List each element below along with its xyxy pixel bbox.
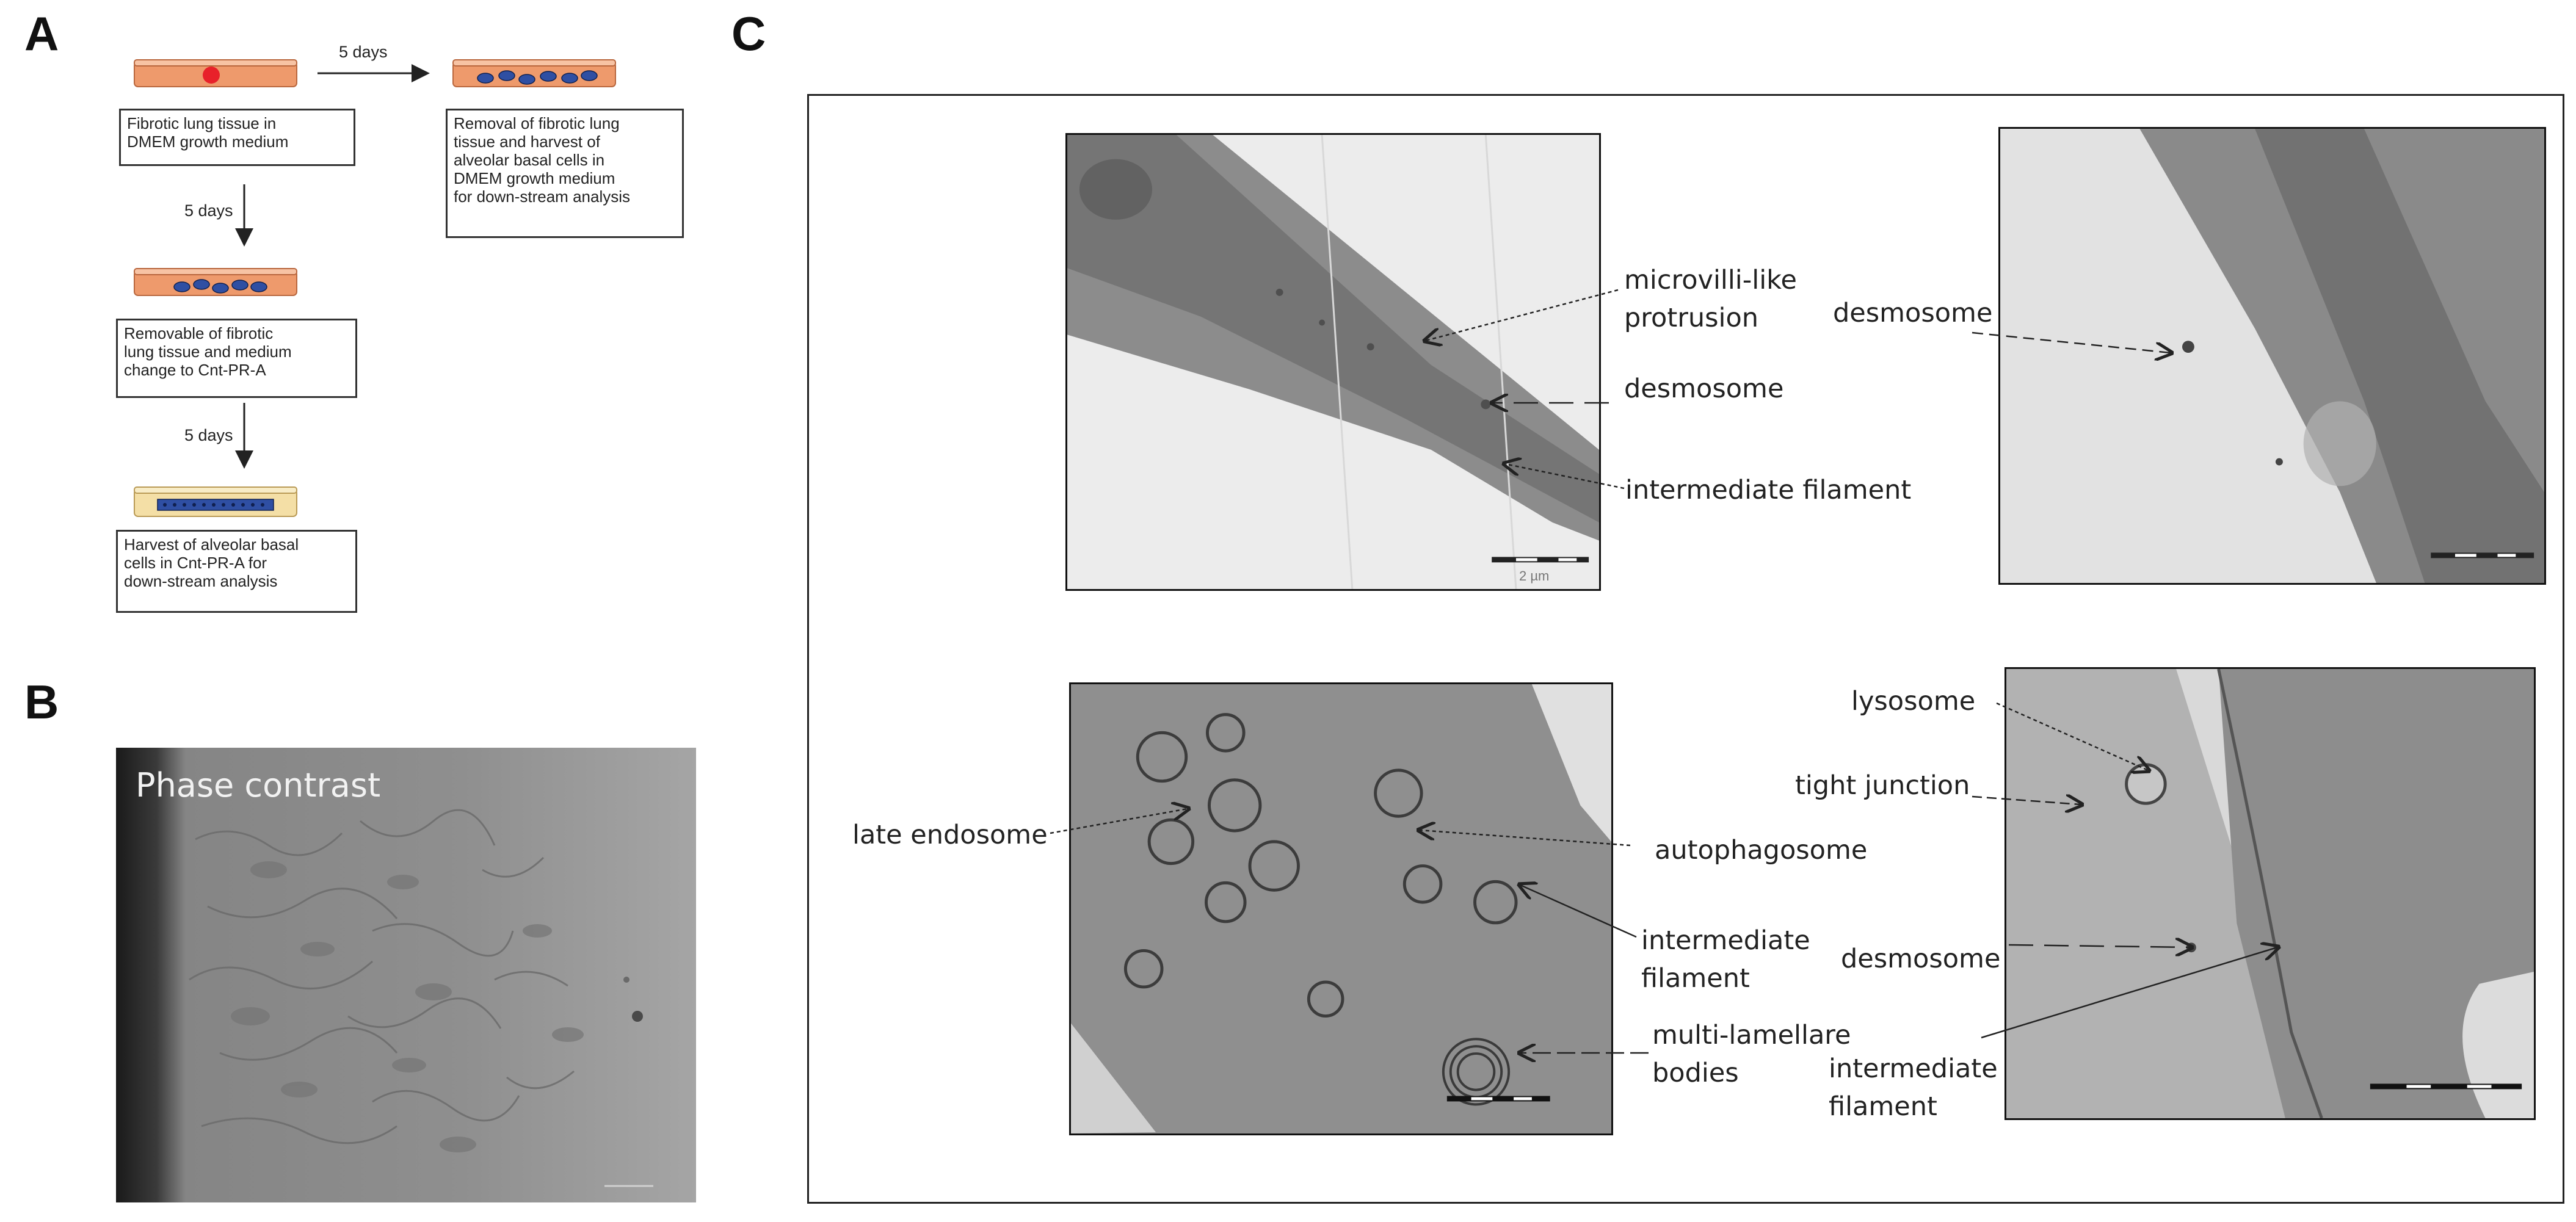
callout-desmosome-4: desmosome [1841,944,2001,974]
phase-contrast-label: Phase contrast [136,766,381,804]
step1-box: Fibrotic lung tissue in DMEM growth medium [119,109,355,166]
callout-desmosome-2: desmosome [1833,298,1993,328]
panel-b-letter: B [24,675,59,729]
callout-lysosome: lysosome [1851,686,1976,717]
arrow-right-label: 5 days [339,43,388,61]
callout-tight-junction: tight junction [1795,770,1970,801]
step4-box: Harvest of alveolar basal cells in Cnt-PR-A for down-stream analysis [116,530,357,613]
arrow-down-2-label: 5 days [184,426,233,444]
callout-autophagosome: autophagosome [1655,835,1868,866]
step3-box: Removable of fibrotic lung tissue and medium change to Cnt-PR-A [116,319,357,398]
scale-label-1: 2 µm [1519,568,1550,584]
arrow-down-1-label: 5 days [184,201,233,220]
step2-box: Removal of fibrotic lung tissue and harvest of alveolar basal cells in DMEM growth medium for down-stream analysis [446,109,684,238]
panel-c-letter: C [731,7,766,60]
callout-intermediate-filament-1: intermediate filament [1625,475,1912,505]
callout-microvilli: microvilli-like protrusion [1624,265,1797,333]
callout-intermediate-filament-3: intermediate filament [1641,925,1810,994]
callout-intermediate-filament-4: intermediate filament [1829,1054,1998,1122]
callout-desmosome-1: desmosome [1624,374,1784,404]
panel-a-letter: A [24,7,59,60]
callout-multi-lamellar-bodies: multi-lamellare bodies [1652,1020,1851,1088]
callout-late-endosome: late endosome [852,820,1048,850]
